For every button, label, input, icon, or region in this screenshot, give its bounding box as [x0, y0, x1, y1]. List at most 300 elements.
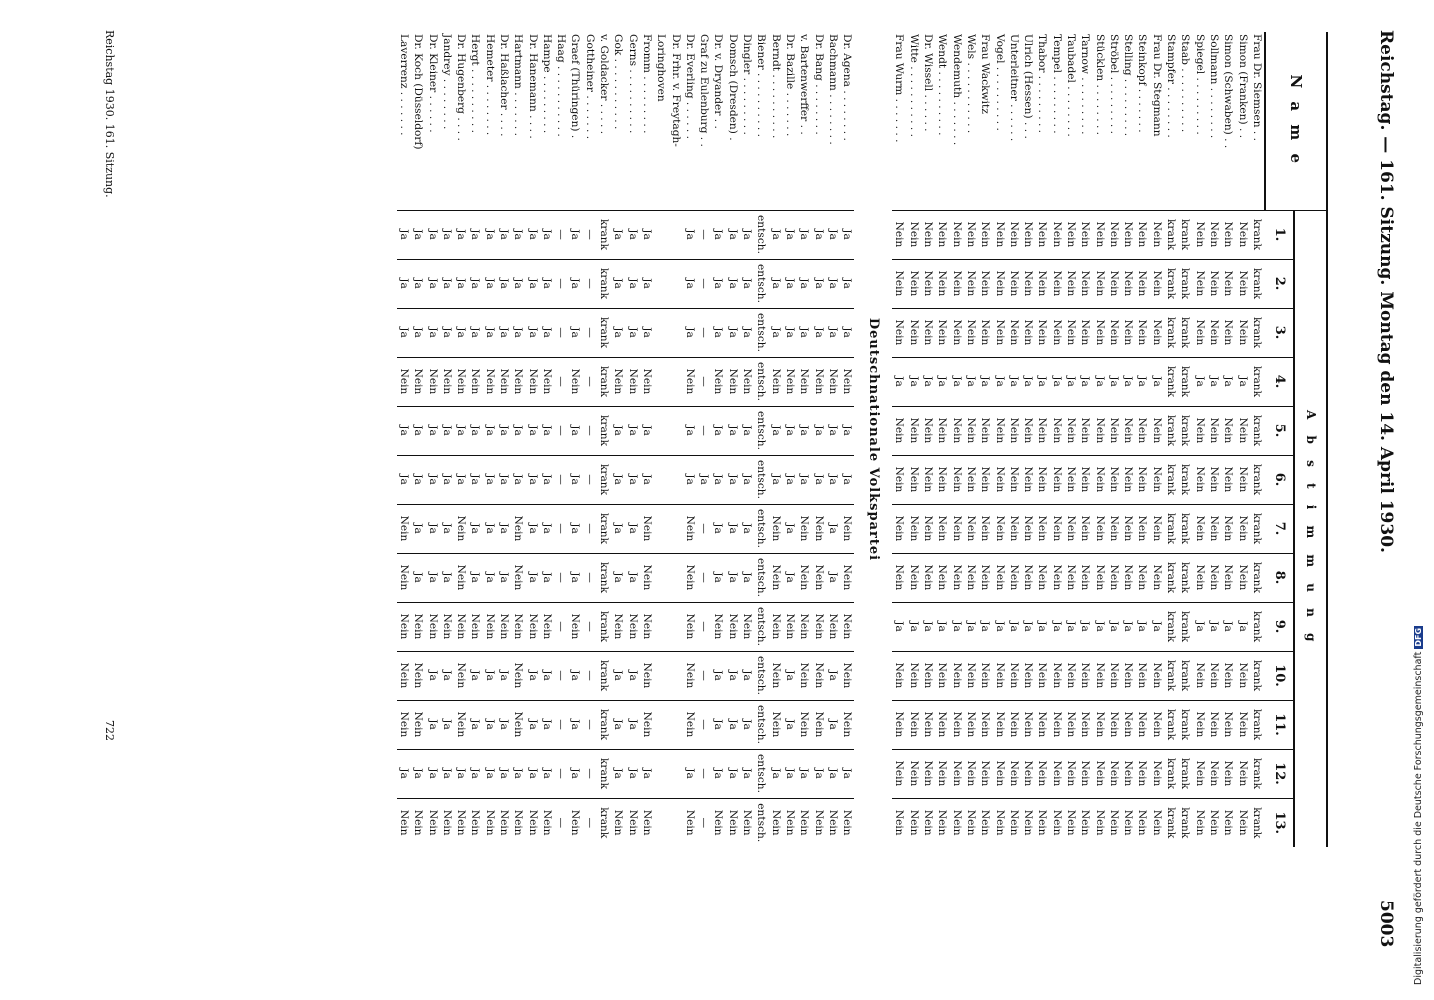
vote-cell: [654, 651, 668, 700]
vote-cell: Nein: [1193, 651, 1207, 700]
member-name: Dr. Hanemann . . . .: [525, 32, 539, 210]
vote-cell: Ja: [483, 700, 497, 749]
vote-cell: Nein: [1107, 809, 1120, 836]
vote-cell: Nein: [769, 553, 783, 602]
member-name: Domsch (Dresden) .: [726, 32, 740, 210]
vote-cell: krank: [1250, 651, 1265, 700]
vote-cell: Nein: [497, 357, 511, 406]
member-name: Vogel . . . . . . . . . .: [992, 32, 1006, 210]
vote-cell: Ja: [826, 700, 840, 749]
vote-cell: Nein: [1193, 700, 1207, 749]
table-row: [425, 32, 439, 847]
vote-cell: Ja: [440, 210, 454, 259]
vote-cell: Ja: [497, 455, 511, 504]
vote-cell: Nein: [826, 357, 840, 406]
table-row: [1107, 32, 1121, 847]
table-row: [1235, 32, 1249, 847]
vote-cell: [654, 700, 668, 749]
vote-cell: —: [583, 259, 597, 308]
vote-cell: Nein: [1078, 455, 1092, 504]
vote-cell: Nein: [978, 259, 992, 308]
vote-cell: Nein: [907, 749, 921, 798]
vote-cell: Nein: [892, 455, 906, 504]
vote-cell: Nein: [1007, 553, 1021, 602]
table-row: [1092, 32, 1106, 847]
vote-cell: Ja: [683, 308, 697, 357]
member-name: Laverrenz . . . . . . .: [397, 32, 411, 210]
vote-cell: Ja: [921, 357, 935, 406]
vote-cell: Ja: [840, 455, 854, 504]
table-row: [454, 32, 468, 847]
vote-cell: Nein: [640, 357, 654, 406]
vote-cell: entsch.: [754, 406, 768, 455]
vote-cell: Ja: [440, 700, 454, 749]
vote-cell: Nein: [1122, 809, 1135, 836]
vote-cell: Ja: [769, 455, 783, 504]
vote-cell: Nein: [483, 357, 497, 406]
vote-cell: Nein: [964, 406, 978, 455]
vote-cell: Nein: [921, 406, 935, 455]
vote-cell: Nein: [683, 504, 697, 553]
member-name: Witte . . . . . . . . . . .: [907, 32, 921, 210]
vote-cell: Nein: [511, 602, 525, 651]
vote-cell: Nein: [1064, 749, 1078, 798]
vote-cell: Ja: [711, 259, 725, 308]
vote-cell: Nein: [526, 809, 539, 836]
vote-cell: [654, 308, 668, 357]
member-name: Graef (Thüringen) .: [568, 32, 582, 210]
vote-cell: Nein: [964, 259, 978, 308]
vote-cell: Ja: [683, 749, 697, 798]
vote-cell: Nein: [1092, 259, 1106, 308]
vote-cell: Nein: [769, 651, 783, 700]
vote-cell: Ja: [783, 749, 797, 798]
table-row: [540, 32, 554, 847]
vote-cell: —: [697, 308, 711, 357]
vote-cell: Nein: [411, 700, 425, 749]
vote-cell: krank: [597, 602, 611, 651]
vote-cell: Nein: [1221, 553, 1235, 602]
vote-cell: Nein: [1236, 809, 1249, 836]
column-header-11: 11.: [1265, 700, 1294, 749]
vote-cell: Nein: [1193, 308, 1207, 357]
vote-cell: Nein: [1235, 651, 1249, 700]
vote-cell: Nein: [1035, 259, 1049, 308]
vote-cell: Ja: [711, 308, 725, 357]
vote-cell: Nein: [1107, 455, 1121, 504]
table-row: [583, 32, 597, 847]
member-name: Fromm . . . . . . . . .: [640, 32, 654, 210]
table-row: [978, 32, 992, 847]
member-name: Biener . . . . . . . . . .: [754, 32, 768, 210]
vote-cell: Ja: [783, 455, 797, 504]
vote-cell: Nein: [726, 809, 739, 836]
vote-cell: Nein: [964, 809, 977, 836]
vote-cell: Nein: [640, 700, 654, 749]
vote-cell: Ja: [1092, 357, 1106, 406]
vote-cell: Ja: [568, 700, 582, 749]
footer-page-number: 722: [103, 720, 116, 741]
vote-cell: Nein: [1121, 406, 1135, 455]
vote-cell: Ja: [935, 602, 949, 651]
vote-cell: Nein: [1221, 700, 1235, 749]
vote-cell: —: [554, 357, 568, 406]
vote-cell: Ja: [640, 455, 654, 504]
vote-cell: Nein: [569, 809, 582, 836]
column-header-3: 3.: [1265, 308, 1294, 357]
vote-cell: Nein: [711, 602, 725, 651]
vote-cell: Nein: [964, 308, 978, 357]
vote-cell: Ja: [483, 259, 497, 308]
vote-cell: Nein: [454, 553, 468, 602]
vote-cell: —: [697, 553, 711, 602]
vote-cell: Nein: [1078, 210, 1092, 259]
table-row: [892, 32, 906, 847]
vote-cell: Nein: [1135, 651, 1149, 700]
vote-cell: Nein: [626, 357, 640, 406]
vote-cell: Ja: [921, 602, 935, 651]
vote-cell: Nein: [892, 553, 906, 602]
vote-cell: Nein: [1007, 210, 1021, 259]
vote-cell: Nein: [1021, 749, 1035, 798]
table-row: [1078, 32, 1092, 847]
vote-cell: Nein: [841, 809, 854, 836]
table-row: [1021, 32, 1035, 847]
vote-cell: Nein: [1021, 455, 1035, 504]
vote-cell: Ja: [640, 210, 654, 259]
vote-cell: entsch.: [754, 602, 768, 651]
vote-cell: Nein: [440, 809, 453, 836]
vote-cell: Nein: [1221, 455, 1235, 504]
vote-cell: Nein: [1107, 553, 1121, 602]
vote-cell: Ja: [525, 406, 539, 455]
member-name: Wendt . . . . . . . . . .: [935, 32, 949, 210]
vote-cell: Ja: [626, 406, 640, 455]
vote-cell: Nein: [1050, 809, 1063, 836]
vote-cell: Nein: [568, 357, 582, 406]
vote-cell: Nein: [1064, 210, 1078, 259]
vote-cell: Ja: [425, 553, 439, 602]
vote-cell: Ja: [425, 651, 439, 700]
vote-cell: krank: [1250, 210, 1265, 259]
vote-cell: —: [583, 357, 597, 406]
vote-cell: Ja: [840, 406, 854, 455]
vote-table: [397, 32, 1328, 847]
table-row: [397, 32, 411, 847]
vote-cell: Nein: [811, 504, 825, 553]
vote-cell: Ja: [397, 749, 411, 798]
vote-cell: Ja: [1121, 357, 1135, 406]
vote-cell: Nein: [907, 651, 921, 700]
vote-cell: Ja: [468, 406, 482, 455]
vote-cell: Ja: [811, 210, 825, 259]
vote-cell: Ja: [783, 504, 797, 553]
vote-cell: krank: [1164, 406, 1178, 455]
vote-cell: Nein: [1150, 809, 1163, 836]
vote-cell: Ja: [611, 504, 625, 553]
vote-cell: Nein: [935, 651, 949, 700]
vote-cell: Nein: [1121, 455, 1135, 504]
table-row: [797, 32, 811, 847]
vote-cell: Nein: [511, 700, 525, 749]
vote-cell: Nein: [1235, 406, 1249, 455]
vote-cell: entsch.: [754, 700, 768, 749]
vote-cell: krank: [1250, 406, 1265, 455]
column-header-7: 7.: [1265, 504, 1294, 553]
vote-cell: Nein: [892, 259, 906, 308]
vote-cell: Ja: [440, 455, 454, 504]
vote-cell: krank: [597, 357, 611, 406]
vote-cell: Nein: [1207, 749, 1221, 798]
vote-cell: Nein: [425, 357, 439, 406]
vote-cell: Ja: [640, 406, 654, 455]
vote-cell: Nein: [992, 553, 1006, 602]
table-row: [907, 32, 921, 847]
vote-cell: Ja: [440, 308, 454, 357]
vote-cell: Ja: [797, 406, 811, 455]
vote-cell: Ja: [568, 553, 582, 602]
vote-cell: —: [583, 553, 597, 602]
vote-cell: Ja: [611, 406, 625, 455]
column-header-8: 8.: [1265, 553, 1294, 602]
vote-cell: Nein: [1021, 406, 1035, 455]
vote-cell: Nein: [992, 406, 1006, 455]
vote-cell: Ja: [626, 455, 640, 504]
vote-cell: Nein: [1135, 210, 1149, 259]
vote-cell: Ja: [425, 210, 439, 259]
table-row: [554, 32, 568, 847]
vote-cell: Ja: [978, 357, 992, 406]
vote-cell: [654, 504, 668, 553]
vote-cell: Nein: [1078, 553, 1092, 602]
vote-cell: Ja: [1121, 602, 1135, 651]
vote-cell: Ja: [468, 651, 482, 700]
vote-cell: Ja: [440, 651, 454, 700]
vote-cell: Nein: [540, 357, 554, 406]
vote-cell: entsch.: [754, 210, 768, 259]
vote-cell: —: [697, 357, 711, 406]
vote-cell: Nein: [1035, 504, 1049, 553]
vote-cell: Ja: [483, 455, 497, 504]
vote-cell: Nein: [935, 700, 949, 749]
vote-cell: Nein: [921, 749, 935, 798]
vote-cell: Nein: [1035, 700, 1049, 749]
vote-cell: Nein: [907, 308, 921, 357]
vote-cell: Nein: [840, 357, 854, 406]
vote-cell: Ja: [497, 651, 511, 700]
vote-cell: Ja: [740, 406, 754, 455]
dfg-watermark: [1413, 626, 1424, 985]
vote-cell: Nein: [1207, 308, 1221, 357]
vote-cell: Nein: [921, 308, 935, 357]
vote-cell: Nein: [964, 504, 978, 553]
vote-cell: Ja: [683, 406, 697, 455]
vote-cell: [668, 455, 682, 504]
member-name: Tarnow . . . . . . . . .: [1078, 32, 1092, 210]
vote-cell: Nein: [907, 406, 921, 455]
vote-cell: Ja: [611, 553, 625, 602]
vote-cell: Nein: [907, 553, 921, 602]
vote-cell: Ja: [1007, 602, 1021, 651]
vote-cell: Ja: [611, 455, 625, 504]
table-row: [411, 32, 425, 847]
vote-cell: —: [697, 700, 711, 749]
member-name: Frau Dr. Stegmann: [1150, 32, 1164, 210]
vote-cell: Nein: [921, 455, 935, 504]
vote-cell: Nein: [1135, 504, 1149, 553]
vote-cell: Nein: [1078, 700, 1092, 749]
table-row: [740, 32, 754, 847]
vote-cell: Nein: [893, 809, 906, 836]
vote-cell: Ja: [797, 210, 811, 259]
vote-cell: Nein: [1235, 700, 1249, 749]
vote-cell: Nein: [454, 357, 468, 406]
page-number: 5003: [1376, 900, 1396, 948]
vote-cell: —: [697, 406, 711, 455]
vote-cell: Ja: [425, 504, 439, 553]
vote-cell: Ja: [626, 651, 640, 700]
vote-cell: Ja: [826, 553, 840, 602]
vote-cell: Ja: [454, 308, 468, 357]
vote-cell: Nein: [1007, 749, 1021, 798]
vote-cell: Nein: [612, 809, 625, 836]
vote-cell: krank: [1164, 504, 1178, 553]
table-row: [964, 32, 978, 847]
vote-cell: Nein: [769, 504, 783, 553]
vote-cell: Ja: [525, 651, 539, 700]
table-row: [1035, 32, 1049, 847]
vote-cell: Nein: [922, 809, 935, 836]
vote-cell: Nein: [1021, 553, 1035, 602]
vote-cell: krank: [1178, 504, 1192, 553]
member-name: Wels . . . . . . . . . . .: [964, 32, 978, 210]
vote-cell: [654, 749, 668, 798]
vote-cell: Ja: [411, 749, 425, 798]
vote-cell: Ja: [826, 651, 840, 700]
vote-cell: Ja: [483, 210, 497, 259]
vote-cell: Nein: [935, 749, 949, 798]
vote-cell: Nein: [1050, 308, 1064, 357]
vote-cell: —: [697, 259, 711, 308]
vote-cell: Nein: [892, 749, 906, 798]
vote-cell: Nein: [964, 651, 978, 700]
vote-cell: Ja: [892, 357, 906, 406]
vote-cell: Ja: [511, 210, 525, 259]
vote-cell: Ja: [1221, 602, 1235, 651]
vote-cell: krank: [597, 406, 611, 455]
vote-cell: Nein: [769, 700, 783, 749]
vote-cell: Ja: [511, 455, 525, 504]
vote-cell: Nein: [1107, 308, 1121, 357]
vote-cell: Nein: [826, 809, 839, 836]
member-name: Simon (Franken) . .: [1235, 32, 1249, 210]
vote-cell: Ja: [468, 504, 482, 553]
vote-cell: Ja: [811, 455, 825, 504]
vote-cell: Nein: [797, 602, 811, 651]
vote-cell: Nein: [936, 809, 949, 836]
vote-cell: Nein: [978, 308, 992, 357]
vote-cell: Ja: [811, 749, 825, 798]
table-row: [525, 32, 539, 847]
vote-cell: Nein: [540, 809, 553, 836]
vote-cell: Ja: [1035, 602, 1049, 651]
running-header-title: Reichstag. — 161. Sitzung. Montag den 14. April 1930.: [1376, 30, 1396, 553]
vote-cell: Ja: [568, 504, 582, 553]
vote-cell: Nein: [1221, 504, 1235, 553]
vote-cell: Ja: [769, 406, 783, 455]
vote-cell: —: [554, 651, 568, 700]
vote-cell: Nein: [712, 809, 725, 836]
vote-cell: Nein: [1064, 455, 1078, 504]
vote-cell: Ja: [949, 602, 963, 651]
member-name: Dr. Wissell . . . . . .: [921, 32, 935, 210]
vote-cell: Ja: [711, 749, 725, 798]
member-name: Ulrich (Hessen) . . .: [1021, 32, 1035, 210]
vote-cell: Ja: [611, 651, 625, 700]
member-name: Tempel . . . . . . . . .: [1050, 32, 1064, 210]
vote-cell: Ja: [397, 455, 411, 504]
table-row: [1164, 32, 1178, 847]
vote-cell: Ja: [1235, 602, 1249, 651]
vote-cell: Nein: [525, 357, 539, 406]
vote-cell: Nein: [1050, 210, 1064, 259]
table-row: [611, 32, 625, 847]
vote-cell: Ja: [425, 259, 439, 308]
vote-cell: Nein: [411, 602, 425, 651]
vote-cell: Nein: [1222, 809, 1235, 836]
vote-cell: Ja: [425, 700, 439, 749]
vote-cell: —: [697, 210, 711, 259]
vote-cell: Ja: [540, 210, 554, 259]
table-row: [1193, 32, 1207, 847]
vote-cell: Ja: [540, 455, 554, 504]
vote-cell: Nein: [411, 357, 425, 406]
vote-cell: Ja: [783, 210, 797, 259]
vote-cell: Ja: [1150, 602, 1164, 651]
vote-cell: Nein: [1221, 308, 1235, 357]
member-name: Dr. Frhr. v. Freytagh-: [668, 32, 682, 210]
table-row: [511, 32, 525, 847]
vote-cell: Ja: [783, 553, 797, 602]
vote-cell: Nein: [797, 504, 811, 553]
vote-cell: Nein: [1150, 406, 1164, 455]
vote-cell: Ja: [540, 308, 554, 357]
vote-cell: Ja: [540, 553, 554, 602]
vote-cell: Nein: [1135, 406, 1149, 455]
vote-cell: Ja: [797, 455, 811, 504]
vote-cell: Ja: [425, 749, 439, 798]
vote-cell: Ja: [525, 700, 539, 749]
vote-cell: Nein: [811, 357, 825, 406]
vote-cell: Nein: [469, 809, 482, 836]
vote-cell: Nein: [992, 700, 1006, 749]
vote-cell: Ja: [840, 210, 854, 259]
vote-cell: Ja: [964, 602, 978, 651]
table-row: [1050, 32, 1064, 847]
table-row: [1007, 32, 1021, 847]
vote-cell: Nein: [797, 651, 811, 700]
vote-cell: Nein: [683, 700, 697, 749]
table-row: [497, 32, 511, 847]
table-row: [1135, 32, 1149, 847]
vote-cell: Ja: [1107, 357, 1121, 406]
vote-cell: [668, 749, 682, 798]
vote-cell: Nein: [1150, 308, 1164, 357]
member-name: v. Goldacker . . . . .: [597, 32, 611, 210]
vote-cell: entsch.: [754, 553, 768, 602]
vote-cell: krank: [1164, 357, 1178, 406]
vote-cell: Ja: [411, 308, 425, 357]
